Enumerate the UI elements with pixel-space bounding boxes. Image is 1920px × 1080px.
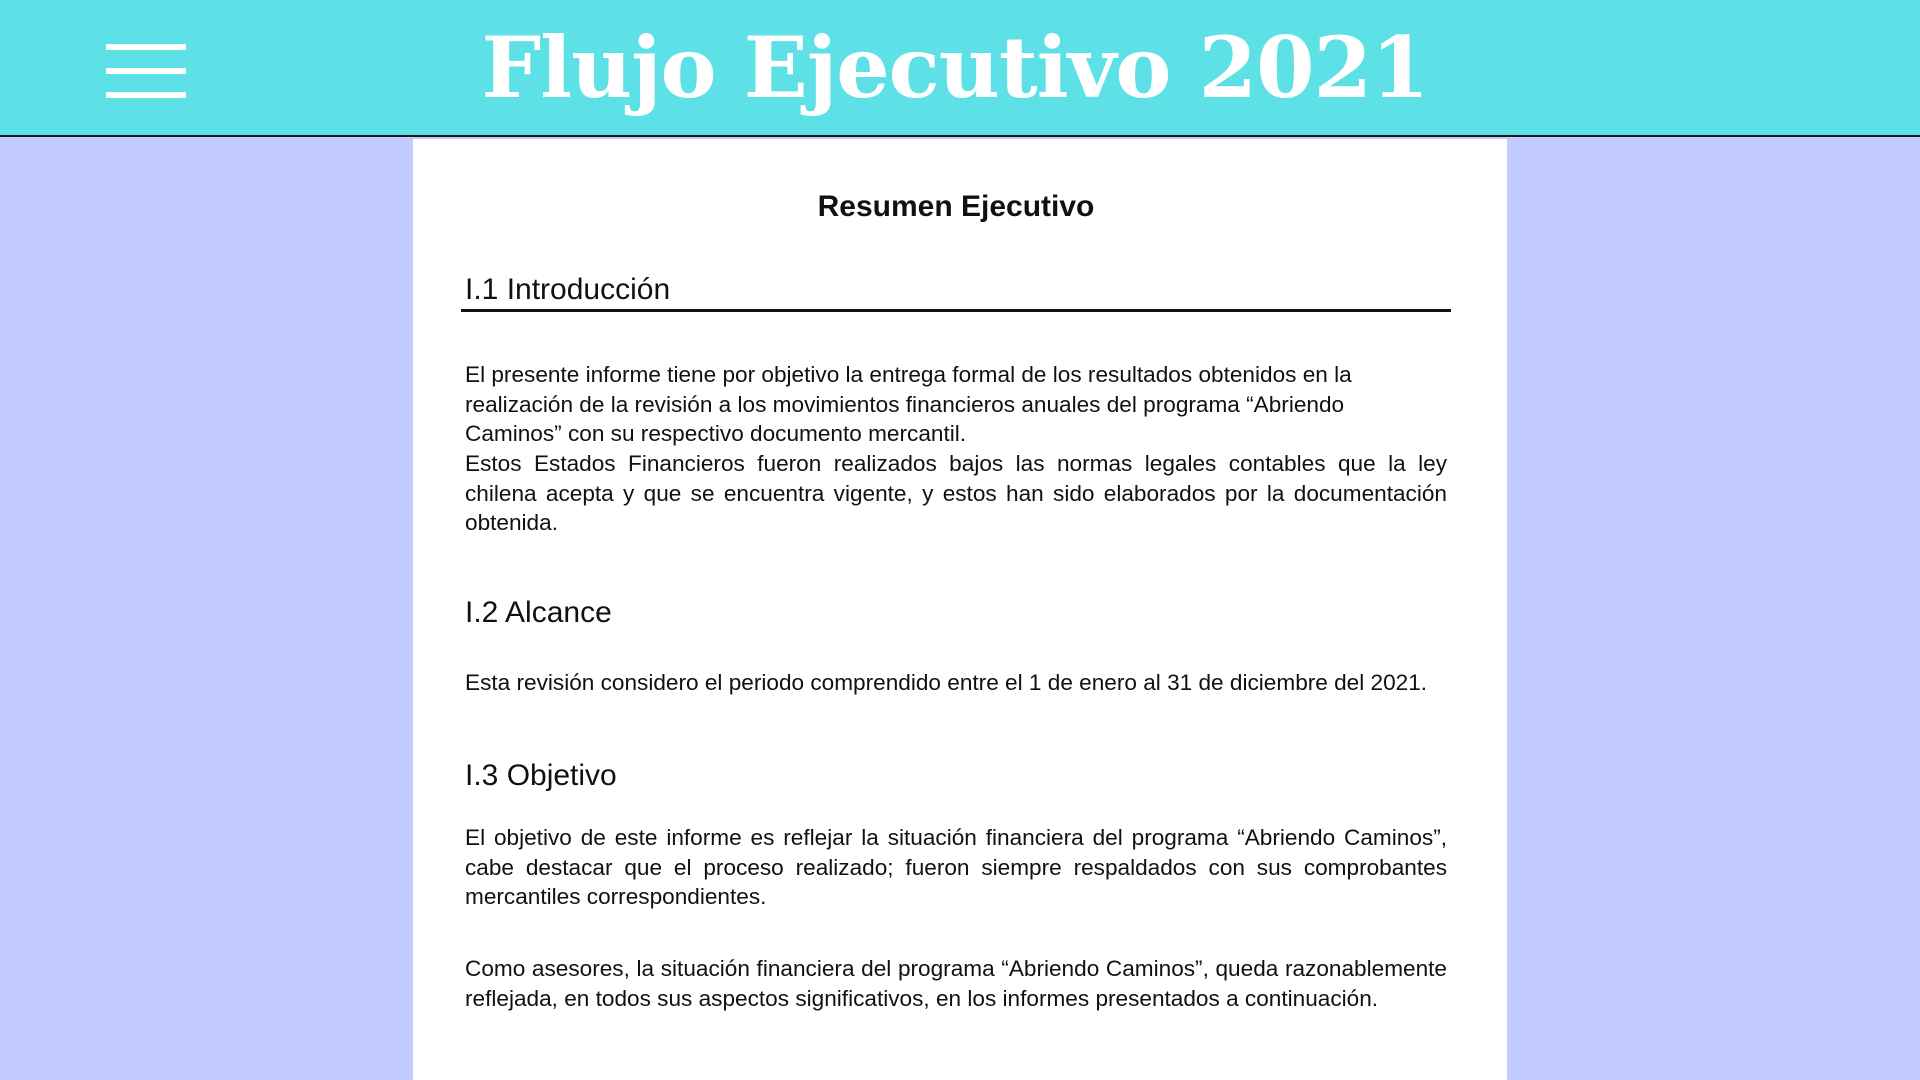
section-heading-alcance: I.2 Alcance (465, 596, 612, 629)
section-divider (461, 309, 1451, 312)
site-title: Flujo Ejecutivo 2021 (481, 18, 1429, 117)
objetivo-paragraph-1: El objetivo de este informe es reflejar la situación financiera del programa “Abriendo Caminos”, cabe destacar que el proceso realizado; fueron siempre respaldados con sus comprobantes mercantiles correspondientes. (465, 825, 1447, 909)
document-page[interactable] (413, 139, 1507, 1080)
alcance-paragraph: Esta revisión considero el periodo comprendido entre el 1 de enero al 31 de diciembre del 2021. (465, 670, 1428, 695)
section-heading-introduccion: I.1 Introducción (465, 273, 671, 306)
intro-paragraph-2: Estos Estados Financieros fueron realizados bajos las normas legales contables que la ley chilena acepta y que se encuentra vigente, y estos han sido elaborados por la documentación obtenida. (465, 451, 1447, 535)
intro-paragraph-1: El presente informe tiene por objetivo la entrega formal de los resultados obtenidos en la realización de la revisión a los movimientos financieros anuales del programa “Abriendo Caminos” con su respectivo documento mercantil. (465, 362, 1352, 446)
objetivo-paragraph-2: Como asesores, la situación financiera del programa “Abriendo Caminos”, queda razonablemente reflejada, en todos sus aspectos significativos, en los informes presentados a continuación. (465, 956, 1447, 1011)
top-header-bar (0, 0, 1920, 137)
document-title: Resumen Ejecutivo (817, 190, 1095, 223)
section-heading-objetivo: I.3 Objetivo (465, 759, 617, 792)
